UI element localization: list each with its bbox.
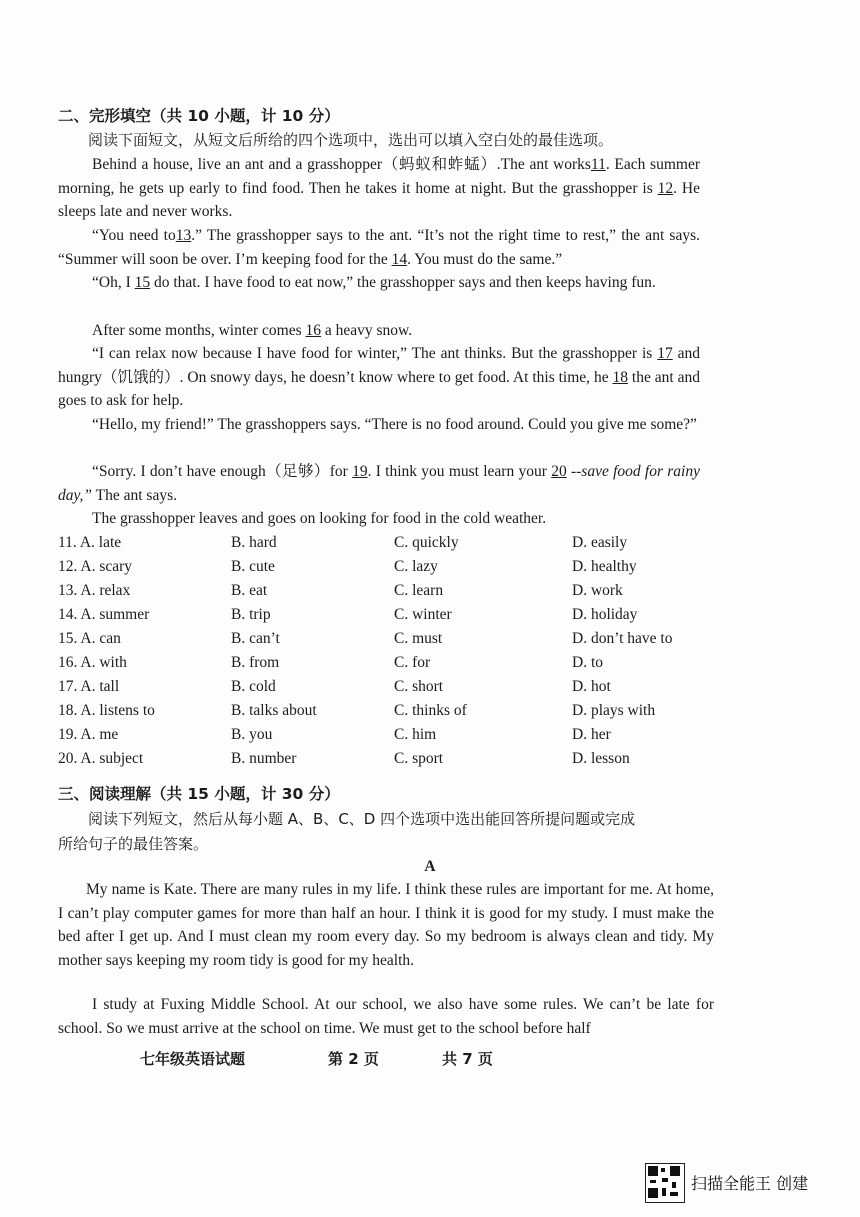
paragraph-8: The grasshopper leaves and goes on looking for food in the cold weather.: [92, 510, 547, 527]
blank-20: 20: [551, 463, 567, 480]
passage-label: A: [424, 858, 436, 875]
blank-14: 14: [391, 250, 408, 268]
blank-13: 13: [175, 227, 192, 244]
options-row-13: 13. A. relax B. eat C. learn D. work: [58, 582, 623, 599]
scanner-watermark: 扫描全能王 创建: [691, 1174, 809, 1193]
footer-page-number: 第 2 页: [328, 1050, 379, 1068]
options-row-17: 17. A. tall B. cold C. short D. hot: [58, 678, 611, 695]
blank-11: 11: [590, 156, 606, 173]
blank-16: 16: [305, 322, 322, 339]
section2-instruction: 阅读下面短文，从短文后所给的四个选项中，选出可以填入空白处的最佳选项。: [88, 131, 614, 149]
section2-title: 二、完形填空（共 10 小题，计 10 分）: [58, 107, 340, 125]
paragraph-5: “I can relax now because I have food for winter,” The ant thinks. But the grasshopper is 17 and hungry（饥饿的）. On snowy days, he doesn’t know where to get food. At this time, he 18 the ant and goes to ask for help.: [58, 345, 700, 409]
options-row-16: 16. A. with B. from C. for D. to: [58, 654, 603, 671]
blank-18: 18: [612, 368, 629, 386]
section3-instruction-line1: 阅读下列短文，然后从每小题 A、B、C、D 四个选项中选出能回答所提问题或完成: [88, 810, 636, 828]
paragraph-7: “Sorry. I don’t have enough（足够）for 19. I think you must learn your 20 --save food for rainy day,” The ant says.: [58, 463, 700, 504]
options-row-12: 12. A. scary B. cute C. lazy D. healthy: [58, 558, 637, 575]
footer-page-total: 共 7 页: [442, 1050, 493, 1068]
paragraph-6: “Hello, my friend!” The grasshoppers says. “There is no food around. Could you give me some?”: [92, 416, 697, 433]
footer-subject: 七年级英语试题: [140, 1050, 246, 1068]
blank-15: 15: [134, 274, 151, 291]
section3-instruction-line2: 所给句子的最佳答案。: [58, 835, 209, 853]
blank-17: 17: [657, 345, 673, 362]
qr-code-icon: [645, 1163, 685, 1203]
passage-a-paragraph-1: My name is Kate. There are many rules in my life. I think these rules are important for me. At home, I can’t play computer games for more than half an hour. I think it is good for my study. I must make the bed after I get up. And I must clean my room every day. So my bedroom is always clean and tidy. My mother says keeping my room tidy is good for my health.: [58, 881, 714, 969]
options-row-19: 19. A. me B. you C. him D. her: [58, 726, 611, 743]
paragraph-3: “Oh, I 15 do that. I have food to eat now,” the grasshopper says and then keeps having fun.: [92, 274, 656, 291]
options-row-14: 14. A. summer B. trip C. winter D. holiday: [58, 606, 638, 623]
options-row-20: 20. A. subject B. number C. sport D. lesson: [58, 750, 630, 767]
blank-12: 12: [657, 179, 674, 197]
section3-title: 三、阅读理解（共 15 小题，计 30 分）: [58, 785, 340, 803]
options-row-11: 11. A. late B. hard C. quickly D. easily: [58, 534, 628, 551]
options-row-18: 18. A. listens to B. talks about C. thinks of D. plays with: [58, 702, 656, 719]
paragraph-4: After some months, winter comes 16 a heavy snow.: [92, 322, 413, 339]
blank-19: 19: [352, 463, 368, 480]
paragraph-2: “You need to13.” The grasshopper says to the ant. “It’s not the right time to rest,” the ant says. “Summer will soon be over. I’m keeping food for the 14. You must do the same.”: [58, 227, 700, 268]
options-row-15: 15. A. can B. can’t C. must D. don’t have to: [58, 630, 673, 647]
passage-a-paragraph-2: I study at Fuxing Middle School. At our school, we also have some rules. We can’t be late for school. So we must arrive at the school on time. We must get to the school before half: [58, 996, 714, 1037]
paragraph-1: Behind a house, live an ant and a grasshopper（蚂蚁和蚱蜢）.The ant works11. Each summer morning, he gets up early to find food. Then he takes it home at night. But the grasshopper is 12. He sleeps late and never works.: [58, 156, 700, 220]
